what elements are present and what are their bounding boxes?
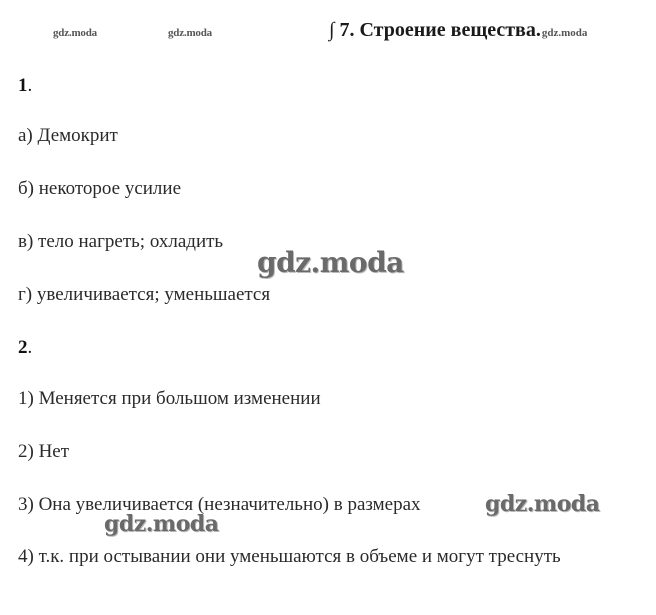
section-number-1: 1.	[18, 75, 33, 96]
section-number-2-value: 2	[18, 337, 28, 358]
page-title	[329, 19, 587, 42]
answer-2-4: 4) т.к. при остывании они уменьшаются в объеме и могут треснуть	[18, 546, 561, 567]
answer-2-1: 1) Меняется при большом изменении	[18, 388, 321, 409]
section-number-1-value: 1	[18, 75, 28, 96]
header-watermark-mid: gdz.moda	[168, 27, 212, 39]
answer-2-2: 2) Нет	[18, 441, 70, 462]
answer-1d: г) увеличивается; уменьшается	[18, 284, 271, 305]
section-number-2: 2.	[18, 337, 33, 358]
title-watermark: gdz.moda	[541, 27, 588, 39]
header-watermark-left: gdz.moda	[53, 27, 97, 39]
answer-2-3: 3) Она увеличивается (незначительно) в размерах	[18, 494, 421, 515]
answer-1a: а) Демокрит	[18, 125, 118, 146]
watermark-right: gdz.moda	[485, 491, 600, 517]
answer-1b: б) некоторое усилие	[18, 178, 182, 199]
watermark-left: gdz.moda	[104, 511, 219, 537]
answer-1c: в) тело нагреть; охладить	[18, 231, 224, 252]
watermark-center: gdz.moda	[257, 246, 404, 279]
page-title-text: ∫ 7. Строение вещества.	[329, 19, 541, 41]
